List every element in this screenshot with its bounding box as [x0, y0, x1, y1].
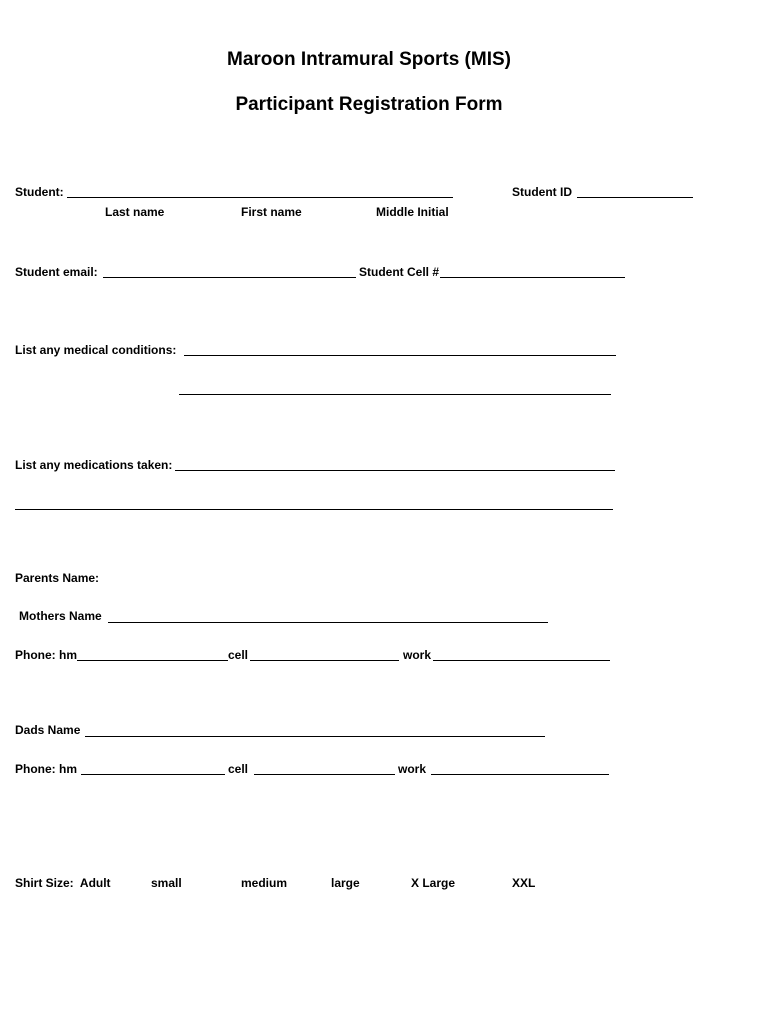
form-subtitle: Participant Registration Form — [235, 94, 503, 115]
shirt-option-small[interactable]: small — [151, 876, 182, 890]
medications-label: List any medications taken: — [15, 458, 173, 472]
mother-name-field[interactable] — [108, 622, 548, 623]
father-name-field[interactable] — [85, 736, 545, 737]
form-title: Maroon Intramural Sports (MIS) — [227, 49, 511, 70]
medical-conditions-field-1[interactable] — [184, 355, 616, 356]
mother-phone-cell-label: cell — [228, 648, 249, 662]
mother-phone-work-field[interactable] — [433, 660, 610, 661]
father-phone-cell-field[interactable] — [254, 774, 395, 775]
mother-name-label: Mothers Name — [19, 609, 102, 623]
father-phone-home-field[interactable] — [81, 774, 225, 775]
mother-phone-cell-field[interactable] — [250, 660, 399, 661]
shirt-option-x-large[interactable]: X Large — [411, 876, 456, 890]
shirt-size-label: Shirt Size: Adult — [15, 876, 111, 890]
father-phone-cell-label: cell — [228, 762, 249, 776]
shirt-option-medium[interactable]: medium — [241, 876, 288, 890]
mother-phone-work-label: work — [403, 648, 432, 662]
medical-conditions-field-2[interactable] — [179, 394, 611, 395]
first-name-caption: First name — [241, 205, 302, 219]
student-id-field[interactable] — [577, 197, 693, 198]
mother-phone-home-label: Phone: hm — [15, 648, 77, 662]
last-name-caption: Last name — [105, 205, 165, 219]
student-id-label: Student ID — [512, 185, 572, 199]
father-name-label: Dads Name — [15, 723, 81, 737]
student-cell-label: Student Cell # — [359, 265, 440, 279]
student-email-field[interactable] — [103, 277, 356, 278]
father-phone-home-label: Phone: hm — [15, 762, 77, 776]
student-email-label: Student email: — [15, 265, 98, 279]
student-cell-field[interactable] — [440, 277, 625, 278]
student-name-field[interactable] — [67, 197, 453, 198]
shirt-option-large[interactable]: large — [331, 876, 360, 890]
parents-heading: Parents Name: — [15, 571, 100, 585]
shirt-option-xxl[interactable]: XXL — [512, 876, 536, 890]
mother-phone-home-field[interactable] — [77, 660, 228, 661]
medical-conditions-label: List any medical conditions: — [15, 343, 177, 357]
father-phone-work-field[interactable] — [431, 774, 609, 775]
father-phone-work-label: work — [398, 762, 427, 776]
middle-initial-caption: Middle Initial — [376, 205, 449, 219]
student-label: Student: — [15, 185, 64, 199]
medications-field-1[interactable] — [175, 470, 615, 471]
medications-field-2[interactable] — [15, 509, 613, 510]
